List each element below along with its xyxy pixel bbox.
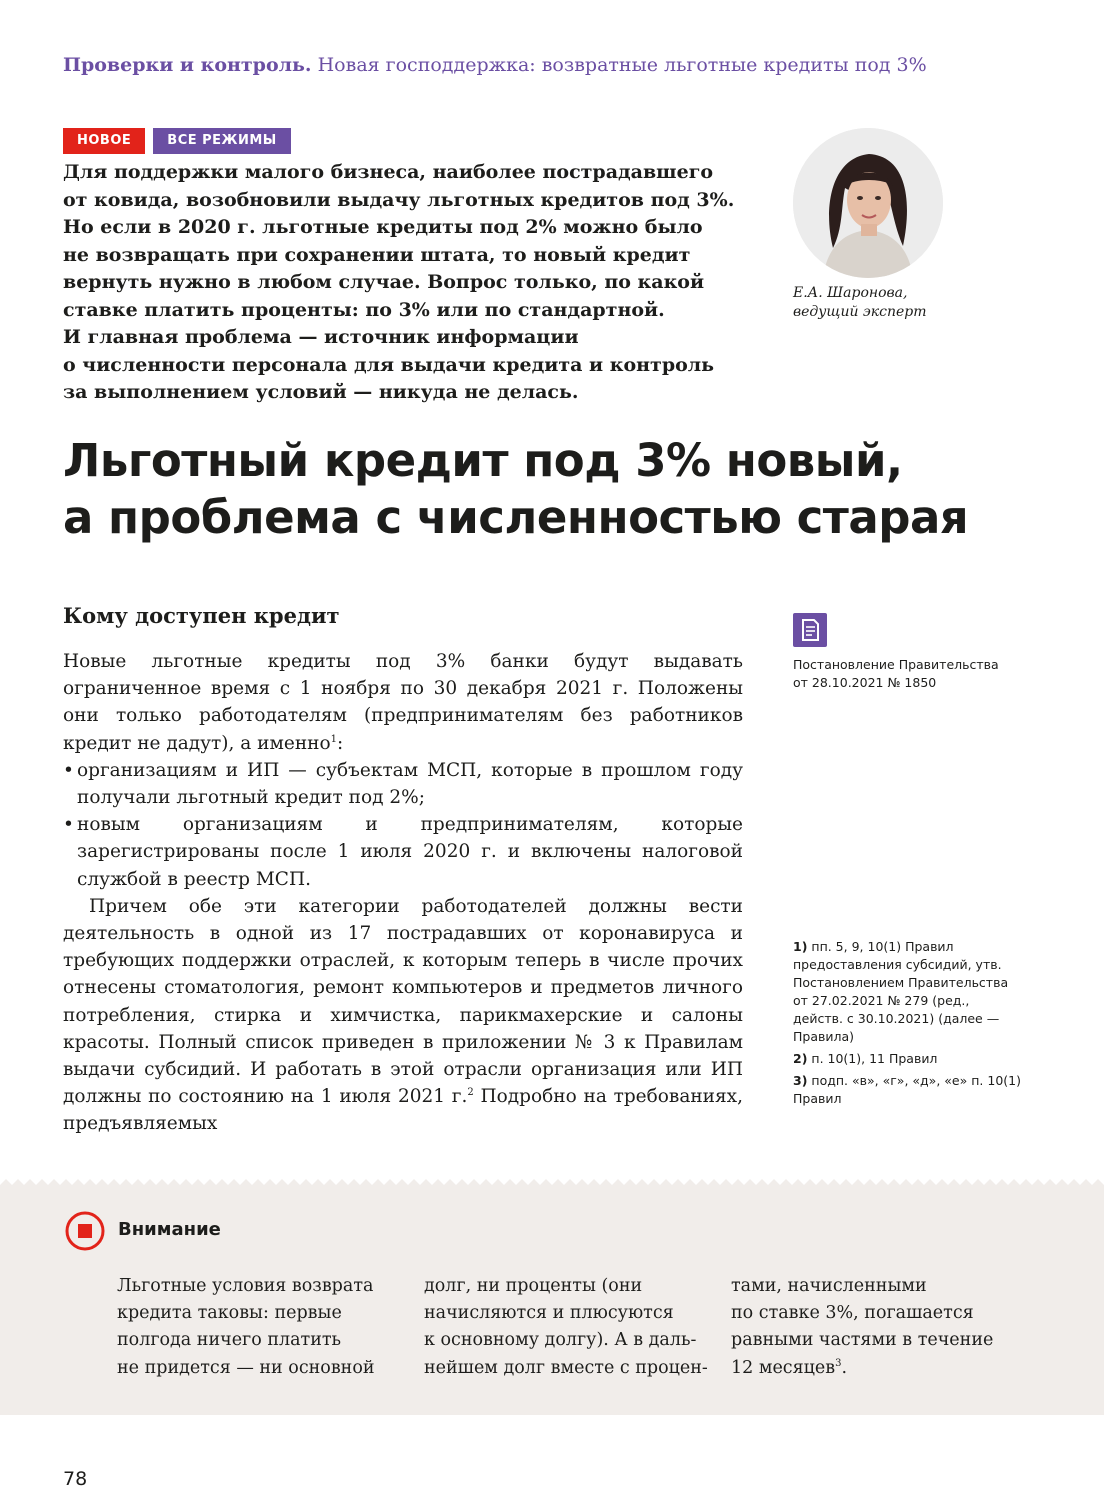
article-title: [63, 432, 1063, 546]
footnote-text: пп. 5, 9, 10(1) Правил предоставления субсидий, утв. Постановлением Правительства от 27.02.2021 № 279 (ред., действ. с 30.10.2021) (далее — Правила): [793, 939, 1009, 1044]
lead-paragraph: [63, 159, 753, 407]
footnote: [793, 1050, 1023, 1068]
body-text: Новые льготные кредиты под 3% банки будут выдавать ограниченное время с 1 ноября по 30 декабря 2021 г. Положены они только работодателям (предпринимателям без работников кредит не дадут), а именно: [63, 651, 743, 754]
footnote: [793, 1072, 1023, 1108]
bullet-list: [63, 757, 743, 893]
attention-line: Льготные условия возврата: [117, 1276, 374, 1296]
attention-line: нейшем долг вместе с процен-: [424, 1357, 708, 1378]
title-line-1: Льготный кредит под 3% новый,: [63, 434, 903, 487]
torn-edge-decoration: [0, 1177, 1104, 1187]
lead-line: вернуть нужно в любом случае. Вопрос только, по какой: [63, 271, 705, 293]
regulation-line: от 28.10.2021 № 1850: [793, 675, 937, 690]
author-photo: [793, 128, 943, 278]
tag-row: [63, 128, 291, 154]
footnote-ref[interactable]: 2: [467, 1087, 474, 1099]
attention-column-3: [731, 1273, 993, 1382]
footnote-text: п. 10(1), 11 Правил: [807, 1051, 938, 1066]
attention-title: Внимание: [118, 1219, 221, 1240]
attention-column-2: [424, 1273, 708, 1382]
regulation-line: Постановление Правительства: [793, 657, 999, 672]
attention-text: 12 месяцев: [731, 1357, 836, 1378]
lead-line: о численности персонала для выдачи кредита и контроль: [63, 353, 715, 376]
footnote-text: подп. «в», «г», «д», «е» п. 10(1) Правил: [793, 1073, 1021, 1106]
body-text: Причем обе эти категории работодателей должны вести деятельность в одной из 17 пострадавших от коронавируса и требующих поддержки отраслей, к которым теперь в числе прочих отнесены стоматология, ремонт компьютеров и предметов личного потребления, стирка и химчистка, парикмахерские и салоны красоты. Полный список приведен в приложении № 3 к Правилам выдачи субсидий. И работать в этой отрасли организация или ИП должны по состоянию на 1 июля 2021 г.: [63, 895, 743, 1108]
list-item: • организациям и ИП — субъектам МСП, которые в прошлом году получали льготный кредит под 2%;: [63, 757, 743, 811]
page-number: 78: [63, 1468, 88, 1490]
tag-new: НОВОЕ: [63, 128, 145, 154]
regulation-note: [793, 656, 1033, 692]
attention-box: [0, 1185, 1104, 1415]
lead-line: от ковида, возобновили выдачу льготных кредитов под 3%.: [63, 188, 735, 211]
lead-line: за выполнением условий — никуда не делась.: [63, 381, 579, 403]
lead-line: И главная проблема — источник информации: [63, 326, 579, 348]
attention-line: равными частями в течение: [731, 1330, 994, 1351]
stop-icon: [64, 1210, 106, 1252]
section-subheading: Кому доступен кредит: [63, 603, 340, 628]
lead-line: Для поддержки малого бизнеса, наиболее пострадавшего: [63, 161, 714, 183]
author-role: ведущий эксперт: [793, 304, 927, 320]
section-topic: Новая господдержка: возвратные льготные кредиты под 3%: [317, 54, 927, 76]
footnote-number: 2): [793, 1051, 808, 1066]
document-icon: [793, 613, 827, 647]
footnote-ref[interactable]: 1: [330, 733, 338, 745]
body-text: :: [337, 732, 344, 754]
tag-all-regimes: ВСЕ РЕЖИМЫ: [153, 128, 290, 154]
body-paragraph: [63, 648, 743, 757]
attention-text: .: [841, 1357, 848, 1378]
lead-line: ставке платить проценты: по 3% или по стандартной.: [63, 298, 665, 321]
list-item: • новым организациям и предпринимателям, которые зарегистрированы после 1 июля 2020 г. и включены налоговой службой в реестр МСП.: [63, 811, 743, 893]
footnote-number: 3): [793, 1073, 808, 1088]
lead-line: Но если в 2020 г. льготные кредиты под 2% можно было: [63, 216, 703, 238]
author-name: Е.А. Шаронова,: [793, 285, 908, 301]
author-portrait-icon: [793, 128, 943, 278]
attention-line: начисляются и плюсуются: [424, 1303, 674, 1324]
lead-line: не возвращать при сохранении штата, то новый кредит: [63, 243, 691, 266]
footnote: [793, 938, 1023, 1046]
title-line-2: а проблема с численностью старая: [63, 491, 969, 544]
attention-line: долг, ни проценты (они: [424, 1276, 643, 1296]
article-body: [63, 648, 743, 1138]
attention-line: [731, 1355, 993, 1382]
section-name: Проверки и контроль.: [63, 54, 312, 76]
attention-line: кредита таковы: первые: [117, 1303, 342, 1324]
footnote-ref[interactable]: 3: [835, 1357, 842, 1369]
attention-column-1: [117, 1273, 375, 1382]
attention-line: тами, начисленными: [731, 1276, 927, 1296]
attention-line: полгода ничего платить: [117, 1330, 342, 1351]
attention-line: к основному долгу). А в даль-: [424, 1330, 697, 1351]
footnotes: [793, 938, 1023, 1112]
footnote-number: 1): [793, 939, 808, 954]
body-text: Подробно на требованиях, предъявляемых: [63, 1086, 743, 1135]
running-header: [63, 54, 1063, 76]
body-paragraph: [63, 893, 743, 1138]
attention-line: не придется — ни основной: [117, 1357, 375, 1378]
author-caption: [793, 284, 993, 322]
attention-line: по ставке 3%, погашается: [731, 1303, 974, 1324]
